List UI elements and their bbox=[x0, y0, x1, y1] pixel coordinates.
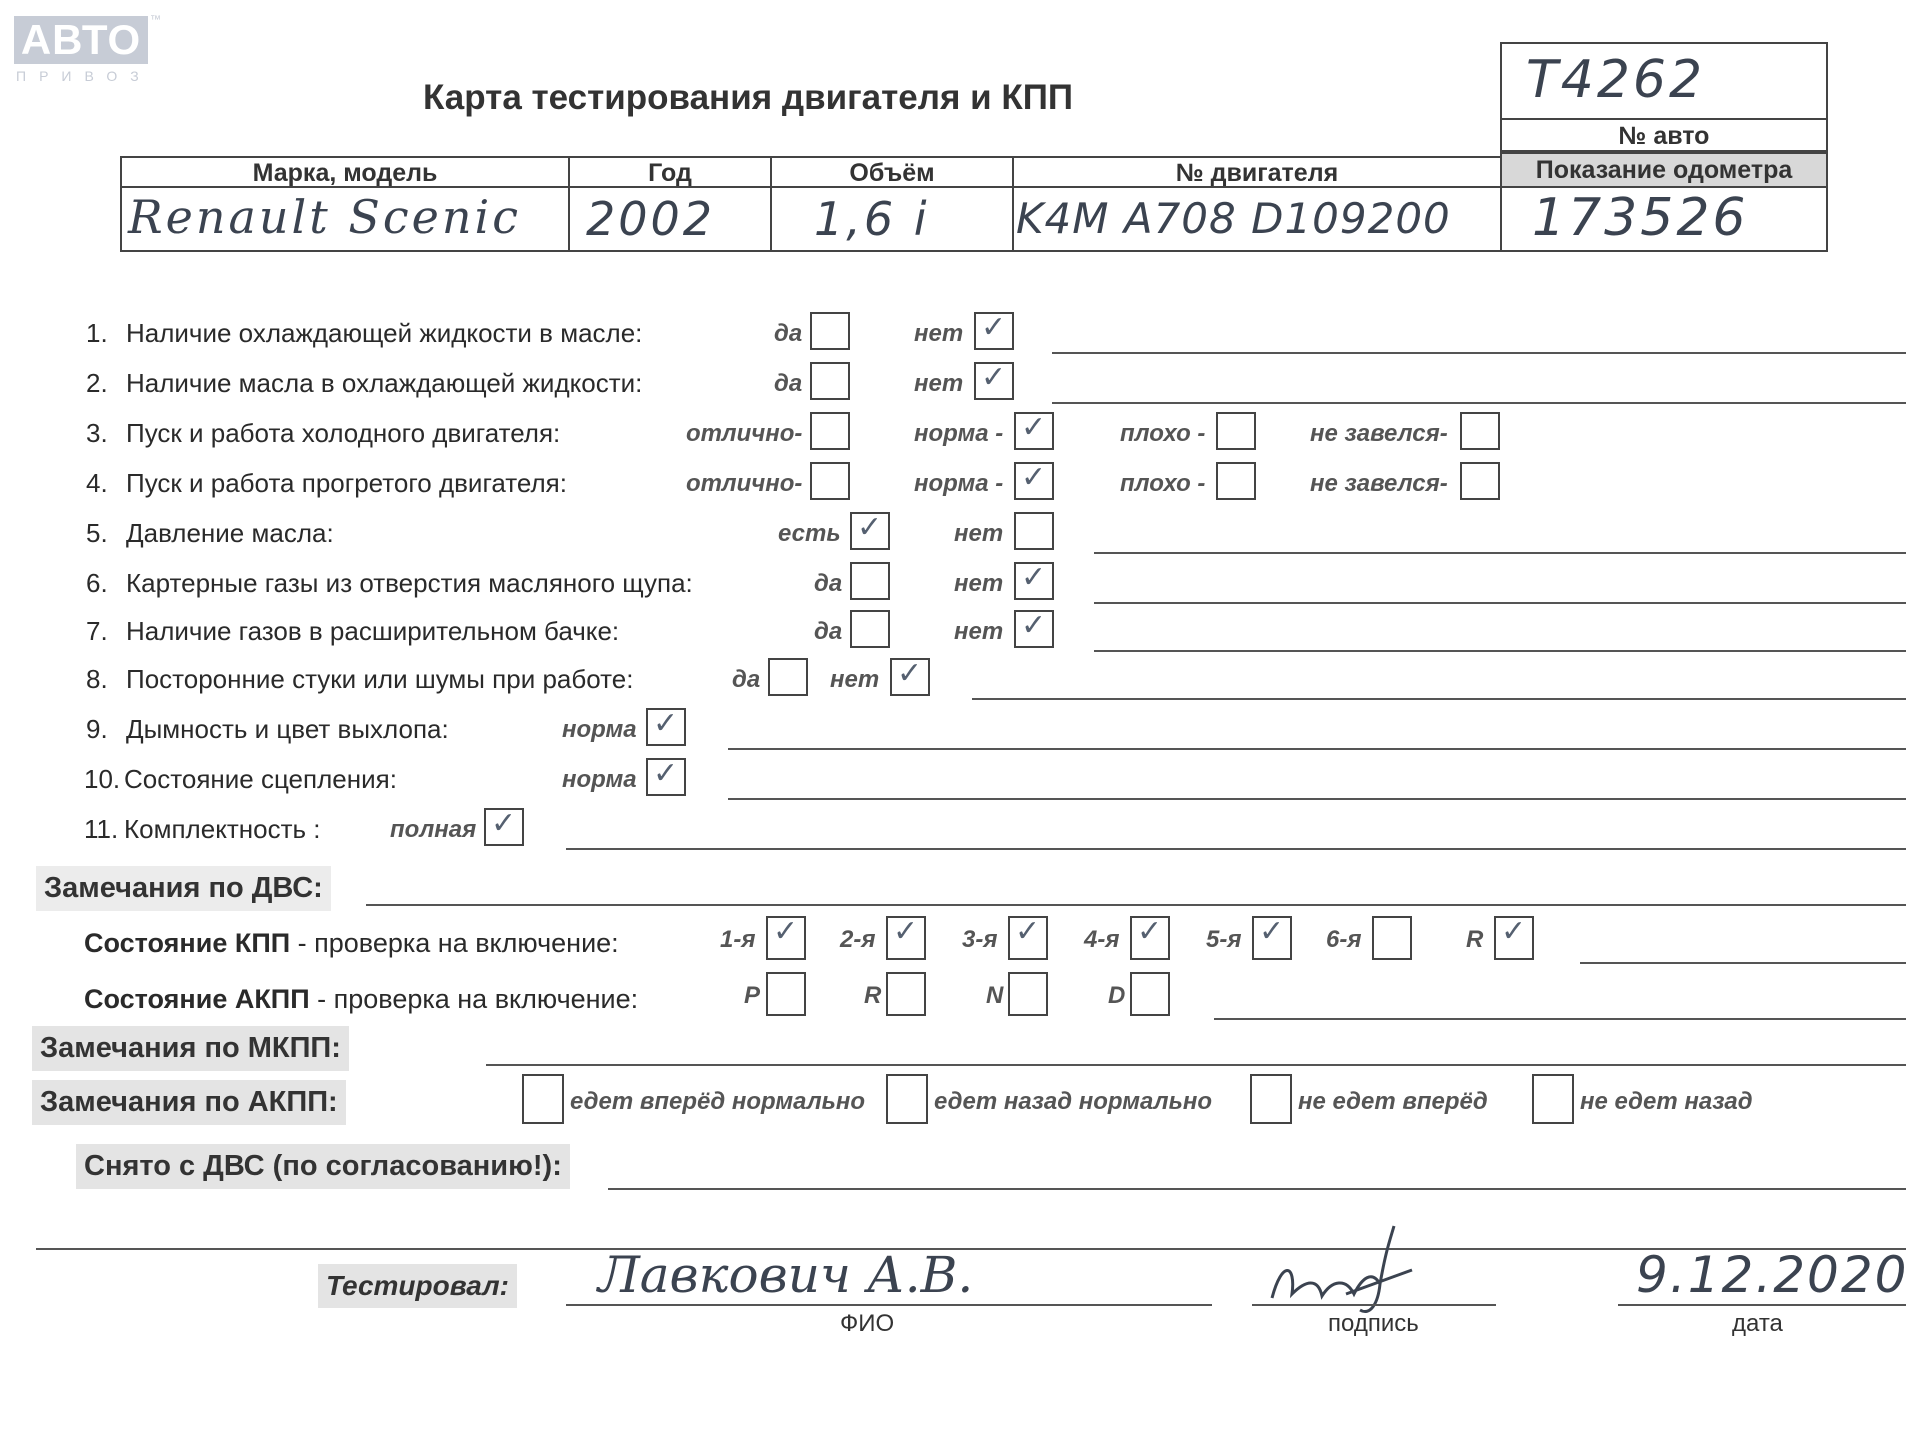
option-label: полная bbox=[390, 816, 477, 843]
option-label: да bbox=[774, 370, 803, 397]
option-label: нет bbox=[914, 370, 964, 397]
akpp-mode-label: R bbox=[864, 982, 882, 1009]
question-answer-line[interactable] bbox=[566, 848, 1906, 850]
tested-label: Тестировал: bbox=[318, 1264, 517, 1308]
logo bbox=[14, 16, 152, 84]
value-odometer: 173526 bbox=[1532, 188, 1749, 248]
col-header-odometer: Показание одометра bbox=[1500, 152, 1828, 188]
col-header-year: Год bbox=[568, 156, 772, 188]
value-volume: 1,6 i bbox=[814, 192, 930, 246]
question-answer-line[interactable] bbox=[1052, 352, 1906, 354]
question-number: 4. bbox=[86, 468, 108, 498]
check-mark-icon: ✓ bbox=[653, 756, 679, 791]
question-answer-line[interactable] bbox=[972, 698, 1906, 700]
option-checkbox[interactable] bbox=[850, 610, 890, 648]
gear-checkbox[interactable] bbox=[1372, 916, 1412, 960]
option-label: отлично- bbox=[686, 420, 803, 447]
option-checkbox[interactable] bbox=[1014, 462, 1054, 500]
fio-caption: ФИО bbox=[840, 1310, 895, 1337]
dvs-remarks-line[interactable] bbox=[366, 904, 1906, 906]
akpp-remark-label: не едет вперёд bbox=[1298, 1088, 1488, 1115]
col-header-engine-number: № двигателя bbox=[1012, 156, 1502, 188]
question-number: 9. bbox=[86, 714, 108, 744]
question-number: 3. bbox=[86, 418, 108, 448]
option-checkbox[interactable] bbox=[1216, 462, 1256, 500]
logo-tm: ™ bbox=[150, 14, 161, 26]
gear-label: 3-я bbox=[962, 926, 998, 953]
value-cell-odometer bbox=[1500, 186, 1828, 252]
akpp-mode-checkbox[interactable] bbox=[1008, 972, 1048, 1016]
check-mark-icon: ✓ bbox=[773, 914, 799, 949]
question-text: Комплектность : bbox=[124, 814, 321, 844]
option-label: нет bbox=[954, 570, 1004, 597]
option-checkbox[interactable] bbox=[974, 312, 1014, 350]
dvs-remarks-label: Замечания по ДВС: bbox=[36, 866, 331, 911]
option-checkbox[interactable] bbox=[810, 462, 850, 500]
vehicle-number-cell bbox=[1500, 42, 1828, 120]
value-model: Renault Scenic bbox=[128, 190, 521, 244]
option-label: норма - bbox=[914, 470, 1004, 497]
signature-line[interactable] bbox=[1252, 1304, 1496, 1306]
question-number: 2. bbox=[86, 368, 108, 398]
option-checkbox[interactable] bbox=[850, 562, 890, 600]
page-title: Карта тестирования двигателя и КПП bbox=[423, 78, 1074, 117]
value-year: 2002 bbox=[586, 192, 716, 246]
akpp-remark-checkbox[interactable] bbox=[1532, 1074, 1574, 1124]
akpp-mode-label: D bbox=[1108, 982, 1126, 1009]
question-text: Состояние сцепления: bbox=[124, 764, 397, 794]
gear-label: 1-я bbox=[720, 926, 756, 953]
option-checkbox[interactable] bbox=[1460, 462, 1500, 500]
removed-line[interactable] bbox=[608, 1188, 1906, 1190]
check-mark-icon: ✓ bbox=[1259, 914, 1285, 949]
value-engine-number: K4M A708 D109200 bbox=[1016, 194, 1451, 243]
vehicle-number-label: № авто bbox=[1500, 118, 1828, 152]
gear-checkbox[interactable] bbox=[1494, 916, 1534, 960]
option-checkbox[interactable] bbox=[1216, 412, 1256, 450]
option-checkbox[interactable] bbox=[484, 808, 524, 846]
akpp-mode-checkbox[interactable] bbox=[886, 972, 926, 1016]
logo-sub: ПРИВОЗ bbox=[16, 68, 152, 84]
check-mark-icon: ✓ bbox=[1501, 914, 1527, 949]
option-checkbox[interactable] bbox=[974, 362, 1014, 400]
check-mark-icon: ✓ bbox=[893, 914, 919, 949]
option-label: нет bbox=[914, 320, 964, 347]
kpp-label-rest: - проверка на включение: bbox=[290, 928, 619, 958]
check-mark-icon: ✓ bbox=[981, 310, 1007, 345]
check-mark-icon: ✓ bbox=[1137, 914, 1163, 949]
col-header-model: Марка, модель bbox=[120, 156, 570, 188]
akpp-remarks-label: Замечания по АКПП: bbox=[32, 1080, 346, 1125]
option-label: норма bbox=[562, 716, 637, 743]
option-label: есть bbox=[778, 520, 841, 547]
akpp-label-bold: Состояние АКПП bbox=[84, 984, 310, 1014]
question-text: Пуск и работа прогретого двигателя: bbox=[126, 468, 567, 498]
option-checkbox[interactable] bbox=[646, 708, 686, 746]
question-number: 11. bbox=[84, 814, 119, 844]
question-answer-line[interactable] bbox=[1094, 650, 1906, 652]
date-caption: дата bbox=[1732, 1310, 1783, 1337]
option-label: норма - bbox=[914, 420, 1004, 447]
gear-label: 4-я bbox=[1084, 926, 1120, 953]
check-mark-icon: ✓ bbox=[981, 360, 1007, 395]
value-cell-volume bbox=[770, 186, 1014, 252]
check-mark-icon: ✓ bbox=[491, 806, 517, 841]
question-text: Дымность и цвет выхлопа: bbox=[126, 714, 449, 744]
removed-label: Снято с ДВС (по согласованию!): bbox=[76, 1144, 570, 1189]
option-checkbox[interactable] bbox=[810, 412, 850, 450]
option-label: нет bbox=[954, 520, 1004, 547]
akpp-mode-checkbox[interactable] bbox=[1130, 972, 1170, 1016]
option-checkbox[interactable] bbox=[1014, 512, 1054, 550]
mkpp-remarks-line[interactable] bbox=[486, 1064, 1906, 1066]
option-checkbox[interactable] bbox=[1014, 412, 1054, 450]
question-text: Пуск и работа холодного двигателя: bbox=[126, 418, 561, 448]
gear-label: 6-я bbox=[1326, 926, 1362, 953]
gear-checkbox[interactable] bbox=[766, 916, 806, 960]
question-text: Наличие газов в расширительном бачке: bbox=[126, 616, 620, 646]
check-mark-icon: ✓ bbox=[1021, 460, 1047, 495]
option-checkbox[interactable] bbox=[850, 512, 890, 550]
col-header-volume: Объём bbox=[770, 156, 1014, 188]
vehicle-number-value: Т4262 bbox=[1526, 50, 1706, 110]
akpp-label bbox=[84, 984, 638, 1015]
gear-checkbox[interactable] bbox=[1130, 916, 1170, 960]
akpp-line[interactable] bbox=[1214, 1018, 1906, 1020]
value-cell-engine-number bbox=[1012, 186, 1502, 252]
question-text: Давление масла: bbox=[126, 518, 334, 548]
option-label: отлично- bbox=[686, 470, 803, 497]
check-mark-icon: ✓ bbox=[653, 706, 679, 741]
gear-checkbox[interactable] bbox=[1008, 916, 1048, 960]
gear-checkbox[interactable] bbox=[1252, 916, 1292, 960]
option-label: не завелся- bbox=[1310, 420, 1448, 447]
logo-main: АВТО bbox=[14, 16, 148, 64]
option-label: плохо - bbox=[1120, 470, 1206, 497]
value-cell-year bbox=[568, 186, 772, 252]
fio-line[interactable] bbox=[566, 1304, 1212, 1306]
akpp-mode-checkbox[interactable] bbox=[766, 972, 806, 1016]
signature-stroke bbox=[1272, 1226, 1412, 1312]
question-answer-line[interactable] bbox=[728, 798, 1906, 800]
option-label: норма bbox=[562, 766, 637, 793]
gear-label: R bbox=[1466, 926, 1484, 953]
option-checkbox[interactable] bbox=[768, 658, 808, 696]
akpp-remark-checkbox[interactable] bbox=[522, 1074, 564, 1124]
option-label: не завелся- bbox=[1310, 470, 1448, 497]
date-value: 9.12.2020 bbox=[1636, 1246, 1909, 1304]
question-number: 5. bbox=[86, 518, 108, 548]
akpp-remark-label: едет назад нормально bbox=[934, 1088, 1213, 1115]
option-label: нет bbox=[830, 666, 880, 693]
question-answer-line[interactable] bbox=[1052, 402, 1906, 404]
akpp-remark-checkbox[interactable] bbox=[1250, 1074, 1292, 1124]
check-mark-icon: ✓ bbox=[1021, 560, 1047, 595]
option-label: плохо - bbox=[1120, 420, 1206, 447]
akpp-mode-label: P bbox=[744, 982, 761, 1009]
option-label: да bbox=[774, 320, 803, 347]
question-number: 1. bbox=[86, 318, 108, 348]
question-text: Картерные газы из отверстия масляного щупа: bbox=[126, 568, 693, 598]
question-text: Наличие охлаждающей жидкости в масле: bbox=[126, 318, 643, 348]
kpp-label bbox=[84, 928, 619, 959]
question-text: Посторонние стуки или шумы при работе: bbox=[126, 664, 634, 694]
mkpp-remarks-label: Замечания по МКПП: bbox=[32, 1026, 349, 1071]
question-answer-line[interactable] bbox=[1094, 552, 1906, 554]
gear-label: 5-я bbox=[1206, 926, 1242, 953]
question-number: 8. bbox=[86, 664, 108, 694]
check-mark-icon: ✓ bbox=[897, 656, 923, 691]
question-answer-line[interactable] bbox=[728, 748, 1906, 750]
tester-name-value: Лавкович А.В. bbox=[598, 1246, 974, 1304]
akpp-label-rest: - проверка на включение: bbox=[309, 984, 639, 1014]
option-label: да bbox=[814, 570, 843, 597]
option-checkbox[interactable] bbox=[810, 312, 850, 350]
check-mark-icon: ✓ bbox=[1021, 410, 1047, 445]
gear-checkbox[interactable] bbox=[886, 916, 926, 960]
akpp-remark-checkbox[interactable] bbox=[886, 1074, 928, 1124]
question-number: 10. bbox=[84, 764, 121, 794]
option-label: да bbox=[732, 666, 761, 693]
akpp-mode-label: N bbox=[986, 982, 1004, 1009]
option-checkbox[interactable] bbox=[810, 362, 850, 400]
check-mark-icon: ✓ bbox=[857, 510, 883, 545]
option-checkbox[interactable] bbox=[1014, 610, 1054, 648]
option-checkbox[interactable] bbox=[1460, 412, 1500, 450]
option-label: нет bbox=[954, 618, 1004, 645]
akpp-remark-label: не едет назад bbox=[1580, 1088, 1753, 1115]
option-checkbox[interactable] bbox=[1014, 562, 1054, 600]
question-number: 6. bbox=[86, 568, 108, 598]
question-answer-line[interactable] bbox=[1094, 602, 1906, 604]
check-mark-icon: ✓ bbox=[1015, 914, 1041, 949]
kpp-label-bold: Состояние КПП bbox=[84, 928, 291, 958]
option-checkbox[interactable] bbox=[890, 658, 930, 696]
akpp-remark-label: едет вперёд нормально bbox=[570, 1088, 866, 1115]
option-checkbox[interactable] bbox=[646, 758, 686, 796]
date-line[interactable] bbox=[1618, 1304, 1906, 1306]
question-number: 7. bbox=[86, 616, 108, 646]
signature-caption: подпись bbox=[1328, 1310, 1419, 1337]
gear-label: 2-я bbox=[840, 926, 876, 953]
check-mark-icon: ✓ bbox=[1021, 608, 1047, 643]
kpp-line[interactable] bbox=[1580, 962, 1906, 964]
value-cell-model bbox=[120, 186, 570, 252]
option-label: да bbox=[814, 618, 843, 645]
question-text: Наличие масла в охлаждающей жидкости: bbox=[126, 368, 643, 398]
